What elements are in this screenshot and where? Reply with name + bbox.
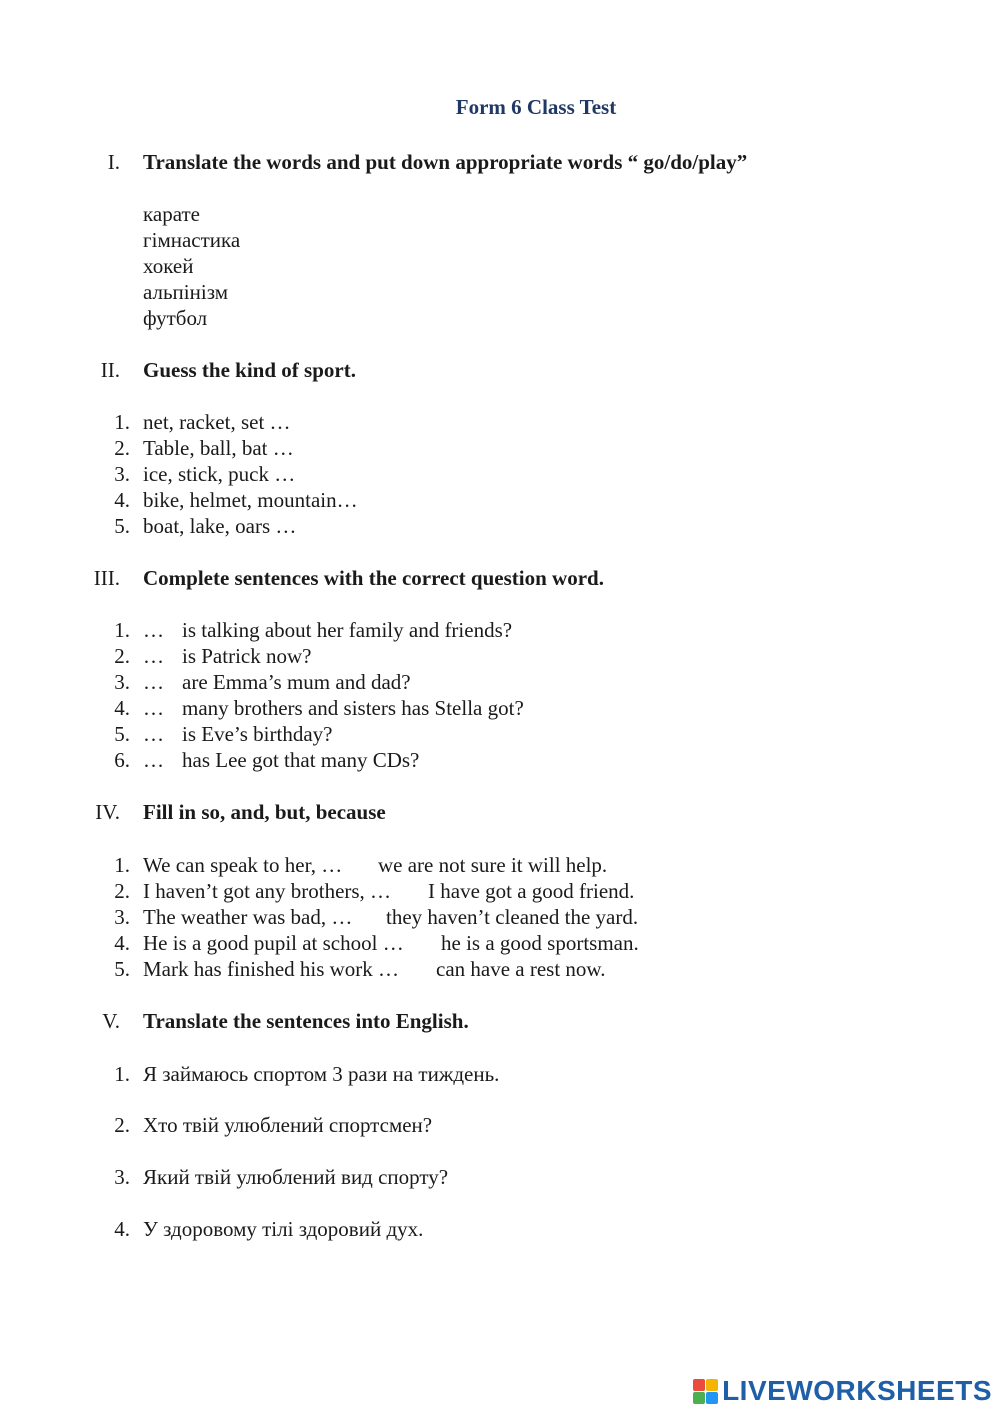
logo-square (706, 1392, 718, 1404)
section-heading: Translate the words and put down appropriate words “ go/do/play” (143, 150, 748, 174)
word-item: хокей (143, 254, 194, 278)
list-item: Table, ball, bat … (143, 436, 294, 460)
list-item: are Emma’s mum and dad? (182, 670, 411, 694)
list-item: boat, lake, oars … (143, 514, 297, 538)
list-item: is talking about her family and friends? (182, 618, 513, 642)
item-number: 3. (114, 462, 130, 486)
sentence-part-a[interactable]: Mark has finished his work … (143, 957, 400, 981)
item-number: 1. (114, 853, 130, 877)
word-item: альпінізм (143, 280, 228, 304)
section-heading: Fill in so, and, but, because (143, 800, 386, 824)
item-number: 4. (114, 1217, 130, 1241)
section-numeral: III. (93, 566, 120, 590)
sentence-part-b: they haven’t cleaned the yard. (386, 905, 639, 929)
sentence-part-b: we are not sure it will help. (378, 853, 608, 877)
list-item: У здоровому тілі здоровий дух. (143, 1217, 424, 1241)
list-item: is Eve’s birthday? (182, 722, 333, 746)
section-heading: Translate the sentences into English. (143, 1009, 469, 1033)
item-number: 1. (114, 410, 130, 434)
list-item: Який твій улюблений вид спорту? (143, 1165, 449, 1189)
item-number: 5. (114, 514, 130, 538)
list-item: Хто твій улюблений спортсмен? (143, 1113, 433, 1137)
sentence-part-a[interactable]: We can speak to her, … (143, 853, 343, 877)
answer-blank[interactable]: … (143, 644, 164, 668)
list-item: is Patrick now? (182, 644, 312, 668)
item-number: 4. (114, 488, 130, 512)
word-item: футбол (143, 306, 208, 330)
sentence-part-a[interactable]: I haven’t got any brothers, … (143, 879, 392, 903)
section-numeral: IV. (95, 800, 120, 824)
liveworksheets-logo[interactable] (693, 1375, 992, 1407)
item-number: 4. (114, 931, 130, 955)
word-item: карате (143, 202, 200, 226)
section-numeral: II. (100, 358, 120, 382)
item-number: 1. (114, 1062, 130, 1086)
list-item: many brothers and sisters has Stella got? (182, 696, 524, 720)
item-number: 1. (114, 618, 130, 642)
section-heading: Complete sentences with the correct question word. (143, 566, 604, 590)
item-number: 3. (114, 905, 130, 929)
item-number: 3. (114, 670, 130, 694)
item-number: 3. (114, 1165, 130, 1189)
list-item: Я займаюсь спортом 3 рази на тиждень. (143, 1062, 500, 1086)
list-item: ice, stick, puck … (143, 462, 296, 486)
item-number: 2. (114, 644, 130, 668)
list-item: net, racket, set … (143, 410, 291, 434)
logo-square (693, 1379, 705, 1391)
sentence-part-b: can have a rest now. (436, 957, 606, 981)
section-heading: Guess the kind of sport. (143, 358, 356, 382)
item-number: 4. (114, 696, 130, 720)
item-number: 5. (114, 957, 130, 981)
page-title: Form 6 Class Test (455, 95, 617, 119)
sentence-part-b: I have got a good friend. (428, 879, 635, 903)
item-number: 6. (114, 748, 130, 772)
liveworksheets-logo-icon (693, 1379, 718, 1404)
logo-square (706, 1379, 718, 1391)
answer-blank[interactable]: … (143, 748, 164, 772)
logo-text: LIVEWORKSHEETS (722, 1375, 992, 1406)
item-number: 2. (114, 436, 130, 460)
answer-blank[interactable]: … (143, 618, 164, 642)
word-item: гімнастика (143, 228, 241, 252)
list-item: bike, helmet, mountain… (143, 488, 358, 512)
answer-blank[interactable]: … (143, 696, 164, 720)
item-number: 5. (114, 722, 130, 746)
sentence-part-a[interactable]: He is a good pupil at school … (143, 931, 404, 955)
item-number: 2. (114, 1113, 130, 1137)
answer-blank[interactable]: … (143, 722, 164, 746)
logo-square (693, 1392, 705, 1404)
list-item: has Lee got that many CDs? (182, 748, 420, 772)
section-numeral: V. (102, 1009, 120, 1033)
section-numeral: I. (107, 150, 120, 174)
sentence-part-a[interactable]: The weather was bad, … (143, 905, 353, 929)
sentence-part-b: he is a good sportsman. (441, 931, 639, 955)
item-number: 2. (114, 879, 130, 903)
answer-blank[interactable]: … (143, 670, 164, 694)
